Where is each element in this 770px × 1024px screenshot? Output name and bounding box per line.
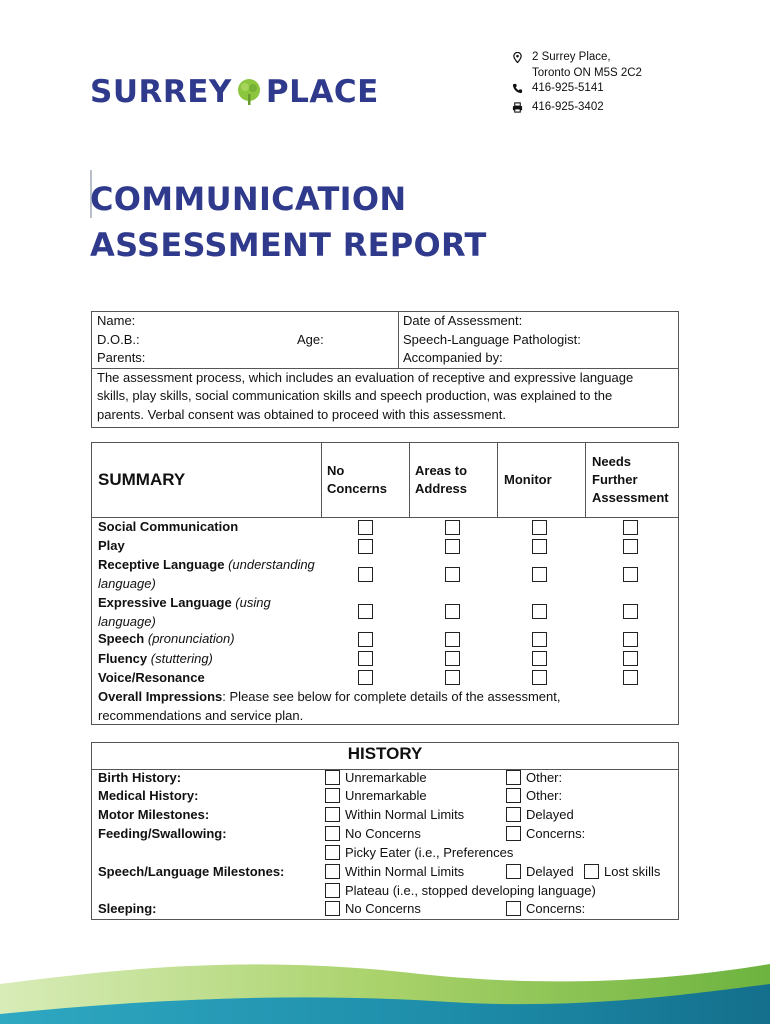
fax-number: 416-925-3402 [532,100,604,113]
checkbox[interactable] [445,567,460,582]
checkbox[interactable] [532,632,547,647]
option-label: Concerns: [526,826,586,841]
checkbox-speech-lost-skills[interactable] [584,864,599,879]
checkbox-sleeping-concerns[interactable] [506,901,521,916]
phone-number: 416-925-5141 [532,82,604,94]
consent-paragraph [97,369,672,424]
checkbox[interactable] [358,539,373,554]
option-label: Lost skills [604,864,661,879]
option-label: No Concerns [345,901,421,916]
row-expressive-language: Expressive Language (using language) [98,595,271,629]
checkbox-feeding-picky[interactable] [325,845,340,860]
option-label: Delayed [526,864,574,879]
option-label: Within Normal Limits [345,807,465,822]
checkbox[interactable] [532,539,547,554]
tree-icon [234,77,264,107]
summary-title: SUMMARY [98,470,186,489]
location-pin-icon [512,50,532,69]
fax-icon [512,100,532,119]
birth-history-label: Birth History: [98,770,182,785]
summary-table [91,442,679,725]
consent-line-3: parents. Verbal consent was obtained to proceed with this assessment. [97,406,507,422]
checkbox-medical-other[interactable] [506,788,521,803]
col-areas-to-address: Areas to Address [415,463,468,496]
checkbox[interactable] [532,651,547,666]
page-title [90,176,487,268]
logo-text-left: SURREY [90,74,232,110]
surrey-place-logo [90,74,379,110]
checkbox-feeding-concerns[interactable] [506,826,521,841]
row-social-communication: Social Communication [98,519,239,534]
checkbox[interactable] [532,670,547,685]
patient-info-table [91,311,679,428]
option-label: Unremarkable [345,770,427,785]
history-title: HISTORY [347,744,423,763]
checkbox[interactable] [623,539,638,554]
date-of-assessment-field[interactable]: Date of Assessment: [403,313,523,328]
checkbox[interactable] [532,520,547,535]
parents-field[interactable]: Parents: [97,350,146,365]
col-needs-further-assessment: Needs Further Assessment [592,454,669,505]
checkbox-medical-unremarkable[interactable] [325,788,340,803]
checkbox[interactable] [623,670,638,685]
sleeping-label: Sleeping: [98,901,157,916]
row-voice-resonance: Voice/Resonance [98,670,205,685]
option-label: Within Normal Limits [345,864,465,879]
option-label: Plateau (i.e., stopped developing language) [345,883,596,898]
option-label: Other: [526,788,563,803]
checkbox[interactable] [358,604,373,619]
checkbox[interactable] [445,651,460,666]
checkbox[interactable] [358,670,373,685]
overall-impressions: Overall Impressions: Please see below for complete details of the assessment, recommendations and service plan. [98,689,561,723]
history-table [91,742,679,920]
checkbox-speech-wnl[interactable] [325,864,340,879]
checkbox-speech-plateau[interactable] [325,883,340,898]
option-label: Concerns: [526,901,586,916]
checkbox[interactable] [358,632,373,647]
row-speech: Speech (pronunciation) [98,631,235,646]
checkbox-motor-wnl[interactable] [325,807,340,822]
row-play: Play [98,538,125,553]
title-line-1: COMMUNICATION [90,180,407,218]
footer-wave-decoration [0,944,770,1024]
checkbox-birth-other[interactable] [506,770,521,785]
checkbox[interactable] [623,651,638,666]
feeding-swallowing-label: Feeding/Swallowing: [98,826,227,841]
address-line-2: Toronto ON M5S 2C2 [532,66,642,79]
checkbox[interactable] [445,670,460,685]
checkbox[interactable] [623,520,638,535]
checkbox-speech-delayed[interactable] [506,864,521,879]
checkbox[interactable] [532,567,547,582]
checkbox-birth-unremarkable[interactable] [325,770,340,785]
consent-line-2: skills, play skills, social communication skills and speech production, was explained to the [97,388,613,404]
checkbox[interactable] [623,567,638,582]
checkbox[interactable] [358,651,373,666]
motor-milestones-label: Motor Milestones: [98,807,210,822]
checkbox[interactable] [445,632,460,647]
title-line-2: ASSESSMENT REPORT [90,226,487,264]
contact-info [512,50,642,118]
age-field[interactable]: Age: [297,331,324,347]
speech-language-milestones-label: Speech/Language Milestones: [98,864,285,879]
dob-field[interactable]: D.O.B.: [97,331,140,347]
name-field[interactable]: Name: [97,313,136,328]
row-receptive-language: Receptive Language (understanding language) [98,557,315,591]
checkbox-feeding-no-concerns[interactable] [325,826,340,841]
medical-history-label: Medical History: [98,788,199,803]
checkbox[interactable] [623,604,638,619]
col-no-concerns: No Concerns [327,463,387,496]
checkbox[interactable] [358,520,373,535]
option-label: Delayed [526,807,574,822]
logo-text-right: PLACE [265,74,379,110]
col-monitor: Monitor [504,472,552,487]
row-fluency: Fluency (stuttering) [98,651,213,666]
checkbox[interactable] [445,604,460,619]
address-line-1: 2 Surrey Place, [532,51,611,63]
checkbox[interactable] [445,520,460,535]
option-label: Other: [526,770,563,785]
checkbox-sleeping-no-concerns[interactable] [325,901,340,916]
checkbox[interactable] [623,632,638,647]
consent-line-1: The assessment process, which includes an evaluation of receptive and expressive language [97,370,634,385]
option-label: No Concerns [345,826,421,841]
checkbox[interactable] [358,567,373,582]
slp-field[interactable]: Speech-Language Pathologist: [403,331,581,347]
checkbox[interactable] [532,604,547,619]
phone-icon [512,81,532,100]
option-label: Unremarkable [345,788,427,803]
checkbox-motor-delayed[interactable] [506,807,521,822]
option-label: Picky Eater (i.e., Preferences [345,845,514,860]
checkbox[interactable] [445,539,460,554]
accompanied-by-field[interactable]: Accompanied by: [403,350,503,365]
